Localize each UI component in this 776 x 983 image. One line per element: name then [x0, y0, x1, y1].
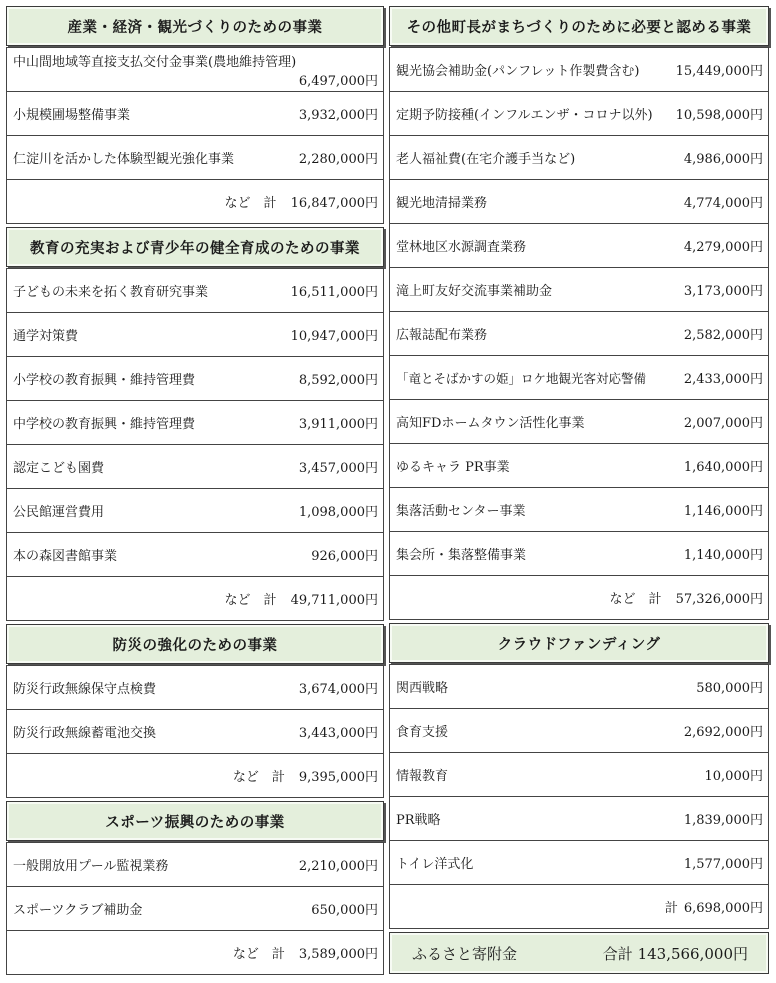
table-row [7, 489, 383, 533]
table-row [390, 841, 768, 885]
item-amount: 580,000円 [696, 681, 763, 696]
item-name: 公民館運営費用 [13, 505, 105, 520]
total-row [7, 577, 383, 621]
total-label: など 計 [224, 196, 277, 211]
education-rows [6, 268, 384, 621]
item-amount: 2,280,000円 [298, 152, 378, 167]
item-name: スポーツクラブ補助金 [13, 903, 143, 918]
disaster-section-title: 防災の強化のための事業 [112, 637, 278, 654]
other-rows [389, 47, 769, 620]
item-name: 集落活動センター事業 [396, 504, 526, 519]
table-row [390, 532, 768, 576]
item-name: 通学対策費 [13, 329, 79, 344]
table-row [7, 445, 383, 489]
item-amount: 3,443,000円 [298, 726, 378, 741]
total-row [7, 754, 383, 798]
education-section-title: 教育の充実および青少年の健全育成のための事業 [30, 240, 360, 257]
sports-section-title: スポーツ振興のための事業 [105, 814, 285, 831]
table-row [7, 92, 383, 136]
item-name: 認定こども園費 [13, 461, 105, 476]
item-name: 集会所・集落整備事業 [396, 548, 527, 563]
table-row [390, 488, 768, 532]
item-name: 観光協会補助金(パンフレット作製費含む) [396, 64, 640, 79]
grand-total-box [389, 932, 769, 974]
item-amount: 1,146,000円 [683, 504, 763, 519]
total-row [390, 576, 768, 620]
item-name: 子どもの未来を拓く教育研究事業 [13, 285, 209, 300]
item-amount: 3,932,000円 [298, 108, 378, 123]
item-name: 防災行政無線蓄電池交換 [13, 726, 157, 741]
table-row [7, 401, 383, 445]
total-amount: 49,711,000円 [290, 593, 378, 608]
table-row [390, 753, 768, 797]
item-amount: 926,000円 [311, 549, 378, 564]
item-name: 本の森図書館事業 [13, 549, 118, 564]
table-row [390, 48, 768, 92]
item-amount: 15,449,000円 [675, 64, 763, 79]
item-amount: 4,774,000円 [683, 196, 763, 211]
total-label: など 計 [232, 947, 285, 962]
table-row [390, 268, 768, 312]
total-amount: 57,326,000円 [675, 592, 763, 607]
total-label: 計 [664, 901, 678, 916]
item-amount: 2,692,000円 [683, 725, 763, 740]
item-name: 小学校の教育振興・維持管理費 [13, 373, 196, 388]
table-row [7, 710, 383, 754]
item-name: 中山間地域等直接支払交付金事業(農地維持管理) [13, 55, 297, 70]
table-row [7, 533, 383, 577]
total-row [7, 931, 383, 975]
total-amount: 9,395,000円 [298, 770, 378, 785]
item-amount: 3,173,000円 [683, 284, 763, 299]
right-column [389, 6, 769, 974]
item-amount: 6,497,000円 [298, 74, 378, 89]
other-section-title: その他町長がまちづくりのために必要と認める事業 [406, 19, 752, 36]
total-amount: 3,589,000円 [298, 947, 378, 962]
total-amount: 16,847,000円 [290, 196, 378, 211]
sports-section-header [6, 801, 384, 841]
table-row [390, 709, 768, 753]
table-row [390, 224, 768, 268]
item-amount: 1,640,000円 [683, 460, 763, 475]
industry-section-title: 産業・経済・観光づくりのための事業 [67, 19, 323, 36]
crowdfunding-section-title: クラウドファンディング [497, 636, 661, 653]
crowdfunding-rows [389, 664, 769, 929]
sports-rows [6, 842, 384, 975]
item-amount: 10,598,000円 [675, 108, 763, 123]
table-row [7, 269, 383, 313]
item-name: 防災行政無線保守点検費 [13, 682, 157, 697]
item-amount: 1,098,000円 [298, 505, 378, 520]
item-name: 高知FDホームタウン活性化事業 [396, 416, 585, 431]
item-name: 中学校の教育振興・維持管理費 [13, 417, 196, 432]
table-row [7, 136, 383, 180]
item-amount: 2,007,000円 [683, 416, 763, 431]
item-amount: 16,511,000円 [290, 285, 378, 300]
item-amount: 2,210,000円 [298, 859, 378, 874]
crowdfunding-section-header [389, 623, 769, 663]
left-column [6, 6, 384, 975]
item-name: 滝上町友好交流事業補助金 [396, 284, 553, 299]
table-row [7, 357, 383, 401]
item-amount: 4,986,000円 [683, 152, 763, 167]
item-name: 広報誌配布業務 [396, 328, 488, 343]
item-amount: 1,577,000円 [683, 857, 763, 872]
item-amount: 650,000円 [311, 903, 378, 918]
item-amount: 3,911,000円 [298, 417, 378, 432]
total-amount: 6,698,000円 [683, 901, 763, 916]
table-row [7, 666, 383, 710]
item-name: トイレ洋式化 [396, 857, 474, 872]
item-amount: 2,582,000円 [683, 328, 763, 343]
industry-rows [6, 47, 384, 224]
item-amount: 3,457,000円 [298, 461, 378, 476]
item-amount: 10,947,000円 [290, 329, 378, 344]
table-row [390, 180, 768, 224]
item-name: 食育支援 [396, 725, 449, 740]
item-amount: 8,592,000円 [298, 373, 378, 388]
item-name: 観光地清掃業務 [396, 196, 488, 211]
table-row [7, 887, 383, 931]
table-row [390, 444, 768, 488]
item-amount: 4,279,000円 [683, 240, 763, 255]
item-amount: 10,000円 [704, 769, 763, 784]
item-name: 一般開放用プール監視業務 [13, 859, 169, 874]
table-row [390, 312, 768, 356]
table-row [390, 665, 768, 709]
table-row [7, 313, 383, 357]
total-label: など 計 [232, 770, 285, 785]
item-name: 堂林地区水源調査業務 [396, 240, 527, 255]
total-label: など 計 [609, 592, 662, 607]
item-name: 情報教育 [396, 769, 449, 784]
disaster-section-header [6, 624, 384, 664]
grand-total-label: ふるさと寄附金 [412, 944, 518, 963]
grand-total-value-label: 合計 [602, 944, 633, 963]
table-row [390, 136, 768, 180]
item-name: 小規模圃場整備事業 [13, 108, 131, 123]
item-name: 「竜とそばかすの姫」ロケ地観光客対応警備 [396, 370, 647, 386]
item-name: ゆるキャラ PR事業 [396, 460, 510, 475]
table-row [7, 48, 383, 92]
item-name: 定期予防接種(インフルエンザ・コロナ以外) [396, 108, 653, 123]
item-amount: 1,839,000円 [683, 813, 763, 828]
item-name: 関西戦略 [396, 681, 449, 696]
item-amount: 2,433,000円 [683, 372, 763, 387]
table-row [7, 843, 383, 887]
table-row [390, 400, 768, 444]
table-row [390, 797, 768, 841]
grand-total-value-group [603, 943, 748, 964]
item-name: PR戦略 [396, 813, 441, 828]
disaster-rows [6, 665, 384, 798]
table-row [390, 92, 768, 136]
total-row [7, 180, 383, 224]
grand-total-value: 143,566,000円 [637, 944, 748, 963]
item-amount: 3,674,000円 [298, 682, 378, 697]
item-name: 仁淀川を活かした体験型観光強化事業 [13, 152, 235, 167]
other-section-header [389, 6, 769, 46]
education-section-header [6, 227, 384, 267]
total-label: など 計 [224, 593, 277, 608]
total-row [390, 885, 768, 929]
item-name: 老人福祉費(在宅介護手当など) [396, 152, 576, 167]
item-amount: 1,140,000円 [683, 548, 763, 563]
table-row [390, 356, 768, 400]
industry-section-header [6, 6, 384, 46]
